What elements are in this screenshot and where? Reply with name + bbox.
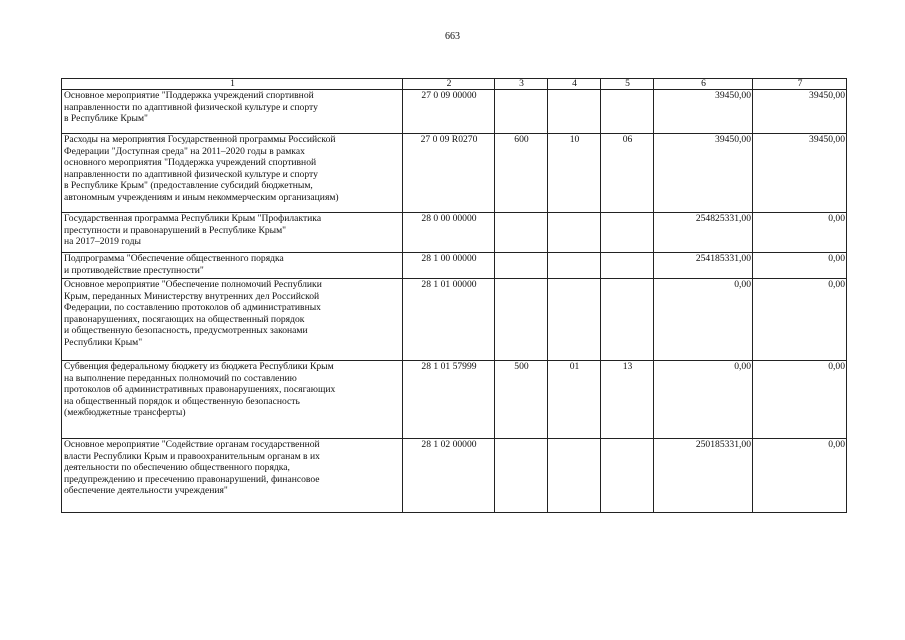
column-header-1: 1: [62, 79, 403, 90]
row-expense-type: [495, 253, 548, 279]
row-subsection: 13: [601, 361, 654, 439]
row-expense-type: [495, 213, 548, 253]
row-amount-6: 0,00: [654, 361, 753, 439]
row-item-name: Субвенция федеральному бюджету из бюджета Республики Крым на выполнение переданных полномочий по составлению протоколов об административных правонарушениях, посягающих на общественный порядок и общественную безопасность (межбюджетные трансферты): [64, 361, 336, 419]
row-section: [548, 253, 601, 279]
row-amount-7: 0,00: [753, 213, 847, 253]
row-expense-type: [495, 279, 548, 361]
table-header-row: [62, 79, 847, 90]
row-amount-6: 0,00: [654, 279, 753, 361]
row-amount-7: 39450,00: [753, 134, 847, 213]
row-amount-7: 39450,00: [753, 90, 847, 134]
row-target-code: 28 1 01 00000: [403, 279, 495, 361]
table-row: [62, 90, 847, 134]
column-header-5: 5: [601, 79, 654, 90]
table-row: [62, 279, 847, 361]
row-expense-type: 600: [495, 134, 548, 213]
row-amount-7: 0,00: [753, 439, 847, 513]
row-expense-type: [495, 439, 548, 513]
row-subsection: [601, 253, 654, 279]
row-target-code: 28 1 00 00000: [403, 253, 495, 279]
budget-table: [61, 78, 847, 513]
row-target-code: 27 0 09 00000: [403, 90, 495, 134]
column-header-3: 3: [495, 79, 548, 90]
row-subsection: [601, 90, 654, 134]
row-subsection: [601, 439, 654, 513]
row-section: 10: [548, 134, 601, 213]
table-row: [62, 361, 847, 439]
table-row: [62, 253, 847, 279]
row-subsection: [601, 279, 654, 361]
row-amount-6: 254825331,00: [654, 213, 753, 253]
row-item-name: Расходы на мероприятия Государственной программы Российской Федерации "Доступная среда" на 2011–2020 годы в рамках основного мероприятия "Поддержка учреждений спортивной направленности по адаптивной физической культуре и спорту в Республике Крым" (предоставление субсидий бюджетным, автономным учреждениям и иным некоммерческим организациям): [64, 134, 339, 203]
row-amount-7: 0,00: [753, 253, 847, 279]
row-expense-type: 500: [495, 361, 548, 439]
row-target-code: 27 0 09 R0270: [403, 134, 495, 213]
row-amount-6: 250185331,00: [654, 439, 753, 513]
row-section: [548, 279, 601, 361]
row-item-name: Основное мероприятие "Содействие органам государственной власти Республики Крым и правоохранительным органам в их деятельности по обеспечению общественного порядка, предупреждению и пресечению правонарушений, финансовое обеспечение деятельности учреждения": [64, 439, 320, 497]
row-section: [548, 439, 601, 513]
table-row: [62, 134, 847, 213]
row-item-name: Основное мероприятие "Обеспечение полномочий Республики Крым, переданных Министерству внутренних дел Российской Федерации, по составлению протоколов об административных правонарушениях, посягающих на общественный порядок и общественную безопасность, предусмотренных законами Республики Крым": [64, 279, 322, 348]
row-target-code: 28 1 01 57999: [403, 361, 495, 439]
table-row: [62, 439, 847, 513]
row-item-name: Государственная программа Республики Крым "Профилактика преступности и правонарушений в Республике Крым" на 2017–2019 годы: [64, 213, 322, 248]
row-subsection: [601, 213, 654, 253]
row-amount-7: 0,00: [753, 279, 847, 361]
row-section: [548, 213, 601, 253]
row-target-code: 28 1 02 00000: [403, 439, 495, 513]
row-target-code: 28 0 00 00000: [403, 213, 495, 253]
column-header-2: 2: [403, 79, 495, 90]
table-row: [62, 213, 847, 253]
column-header-6: 6: [654, 79, 753, 90]
row-item-name: Основное мероприятие "Поддержка учреждений спортивной направленности по адаптивной физической культуре и спорту в Республике Крым": [64, 90, 318, 125]
row-subsection: 06: [601, 134, 654, 213]
column-header-7: 7: [753, 79, 847, 90]
row-amount-6: 254185331,00: [654, 253, 753, 279]
row-section: 01: [548, 361, 601, 439]
row-amount-7: 0,00: [753, 361, 847, 439]
row-section: [548, 90, 601, 134]
page-number: 663: [445, 31, 460, 42]
row-item-name: Подпрограмма "Обеспечение общественного порядка и противодействие преступности": [64, 253, 284, 276]
row-amount-6: 39450,00: [654, 90, 753, 134]
row-amount-6: 39450,00: [654, 134, 753, 213]
column-header-4: 4: [548, 79, 601, 90]
row-expense-type: [495, 90, 548, 134]
